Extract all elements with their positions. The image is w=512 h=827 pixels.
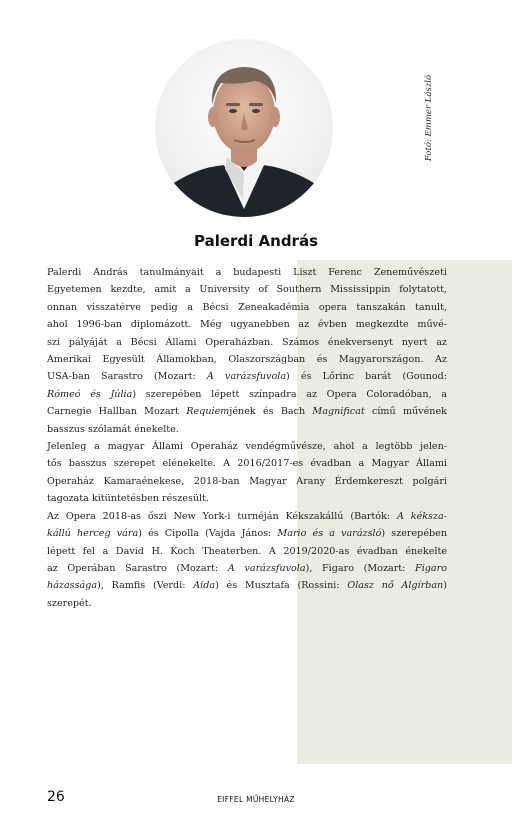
bio-line — [47, 264, 447, 281]
bio-text: tagozata kitüntetésben részesült. — [47, 493, 210, 505]
bio-italic-title: Olasz nő Algírban — [347, 580, 444, 592]
bio-text: Egyetemen kezdte, amit a University of Southern Mississippin folytatott, — [47, 284, 447, 296]
bio-italic-title: Aida — [193, 580, 216, 592]
bio-line — [47, 299, 447, 316]
bio-italic-title: Requiem — [186, 406, 230, 418]
bio-text: ), Ramfis (Verdi: — [97, 580, 194, 592]
bio-text: szi pályáját a Bécsi Állami Operaházban. Számos énekversenyt nyert az — [47, 336, 447, 348]
bio-line — [47, 281, 447, 298]
bio-italic-title: Mario és a varázsló — [277, 528, 382, 540]
bio-line — [47, 438, 447, 455]
bio-text: ), Figaro (Mozart: — [305, 562, 416, 574]
bio-line — [47, 403, 447, 420]
biography-text — [47, 264, 447, 612]
bio-text: ) és Cipolla (Vajda János: — [138, 528, 278, 540]
bio-line — [47, 368, 447, 385]
bio-text: az Operában Sarastro (Mozart: — [47, 562, 228, 574]
bio-line — [47, 490, 447, 507]
bio-text: Jelenleg a magyar Állami Operaház vendégművésze, ahol a legtöbb jelen- — [47, 441, 447, 453]
bio-line — [47, 543, 447, 560]
bio-text: onnan visszatérve pedig a Bécsi Zeneakadémia opera tanszakán tanult, — [47, 301, 447, 313]
bio-italic-title: Magnificat — [312, 406, 365, 418]
person-name: Palerdi András — [194, 232, 318, 250]
bio-line — [47, 386, 447, 403]
bio-line — [47, 508, 447, 525]
photo-credit: Fotó: Emmer László — [424, 74, 434, 162]
bio-text: basszus szólamát énekelte. — [47, 423, 179, 435]
bio-text: ) szerepében lépett színpadra az Opera Coloradóban, a — [132, 388, 447, 400]
bio-italic-title: kállú herceg vára — [47, 528, 139, 540]
bio-text: ) és Musztafa (Rossini: — [215, 580, 348, 592]
portrait-illustration — [155, 39, 333, 217]
bio-line — [47, 560, 447, 577]
bio-text: Carnegie Hallban Mozart — [47, 406, 187, 418]
page-number: 26 — [47, 789, 65, 805]
bio-italic-title: Rómeó és Júlia — [47, 388, 133, 400]
bio-line — [47, 421, 447, 438]
bio-text: Operaház Kamaraénekese, 2018-ban Magyar Arany Érdemkereszt polgári — [47, 475, 447, 487]
bio-text: ) szerepében — [381, 528, 448, 540]
bio-text: ahol 1996-ban diplomázott. Még ugyanebben az évben megkezdte művé- — [47, 319, 447, 331]
bio-line — [47, 316, 447, 333]
bio-text: tős basszus szerepet elénekelte. A 2016/2017-es évadban a Magyar Állami — [47, 458, 447, 470]
bio-line — [47, 577, 447, 594]
bio-line — [47, 473, 447, 490]
bio-text: Az Opera 2018-as őszi New York-i turnéján Kékszakállú (Bartók: — [47, 510, 397, 522]
bio-text: ) és Lőrinc barát (Gounod: — [286, 371, 448, 383]
publisher-footer: EIFFEL MŰHELYHÁZ — [217, 795, 295, 804]
bio-text: ) — [443, 580, 447, 592]
bio-italic-title: A kéksza- — [396, 510, 447, 522]
bio-italic-title: A varázsfuvola — [227, 562, 306, 574]
bio-line — [47, 351, 447, 368]
bio-line — [47, 595, 447, 612]
bio-text: lépett fel a David H. Koch Theaterben. A 2019/2020-as évadban énekelte — [47, 545, 447, 557]
bio-text: Palerdi András tanulmányait a budapesti Liszt Ferenc Zeneművészeti — [47, 267, 447, 278]
bio-text: USA-ban Sarastro (Mozart: — [47, 371, 207, 383]
bio-italic-title: A varázsfuvola — [206, 371, 287, 383]
bio-italic-title: házassága — [47, 580, 98, 592]
bio-text: Amerikai Egyesült Államokban, Olaszországban és Magyarországon. Az — [47, 354, 447, 366]
bio-text: szerepét. — [47, 597, 92, 609]
bio-line — [47, 525, 447, 542]
bio-italic-title: Figaro — [415, 562, 447, 574]
bio-text: jének és Bach — [229, 406, 313, 418]
portrait-photo — [155, 39, 333, 217]
bio-text: című művének — [364, 406, 447, 418]
bio-line — [47, 455, 447, 472]
bio-line — [47, 334, 447, 351]
